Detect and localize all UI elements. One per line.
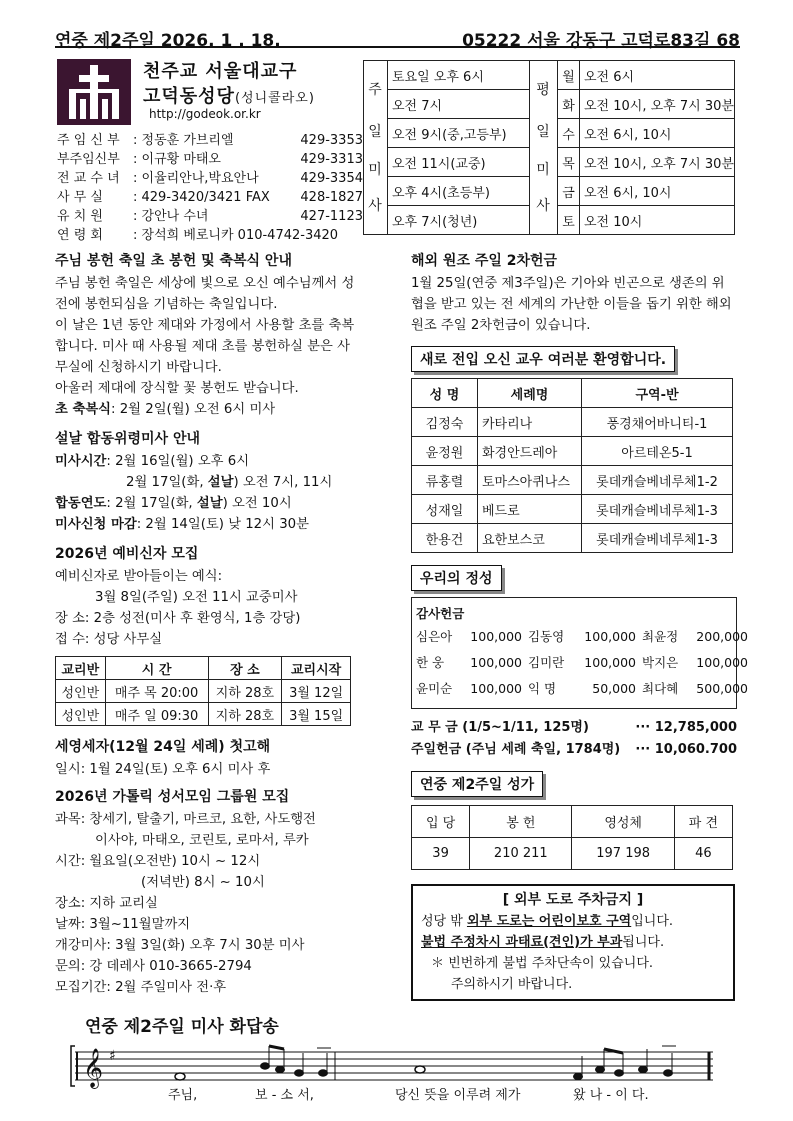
left-column (55, 250, 355, 998)
bless-value: : 2월 2일(월) 오전 6시 미사 (111, 402, 276, 417)
candle-text: 이 날은 1년 동안 제대와 가정에서 사용할 초를 축복합니다. 미사 때 사용될 제대 초를 봉헌하실 분은 사무실에 신청하시기 바랍니다. (55, 318, 355, 375)
staff-row (57, 131, 363, 150)
table-cell: 롯데캐슬베네루체1-3 (582, 495, 733, 524)
weekday-label-col (530, 61, 558, 234)
newyear-title: 설날 합동위령미사 안내 (55, 431, 200, 447)
time2-pre: 2월 17일(화, (126, 475, 208, 490)
donor-amount: 100,000 (470, 681, 522, 696)
donor-name: 최윤정 (642, 629, 679, 644)
table-cell: 39 (412, 838, 470, 870)
deadline-label: 미사신청 마감 (55, 517, 137, 532)
hymn-section (411, 771, 737, 797)
candle-title: 주님 봉헌 축일 초 봉헌 및 축복식 안내 (55, 253, 292, 269)
notice-text: 성당 밖 (421, 914, 467, 929)
staff-phone: 429-3353 (300, 133, 363, 148)
table-cell: 롯데캐슬베네루체1-2 (582, 466, 733, 495)
column-header: 입 당 (412, 806, 470, 838)
table-cell: 김정숙 (412, 408, 478, 437)
psalm-section (65, 1012, 735, 1107)
notice-title: [ 외부 도로 주차금지 ] (502, 892, 644, 908)
lyric-fragment: 당신 뜻을 이루려 제가 (395, 1088, 521, 1103)
memorial-label: 합동연도 (55, 496, 107, 511)
weekday-label-char: 사 (536, 198, 550, 214)
bible-time: (저녁반) 8시 ~ 10시 (141, 875, 265, 890)
table-row (412, 466, 733, 495)
newcomers-table (411, 378, 733, 553)
donor-name: 심은아 (416, 629, 453, 644)
catechumen-text: 예비신자로 받아들이는 예식: (55, 569, 223, 584)
parish-url[interactable]: http://godeok.or.kr (149, 107, 261, 121)
weekday-label-char: 미 (536, 162, 550, 178)
staff-row (57, 169, 363, 188)
catechumen-text: 3월 8일(주일) 오전 11시 교중미사 (95, 590, 298, 605)
diocese-name: 천주교 서울대교구 (143, 61, 298, 82)
column-header: 영성체 (572, 806, 674, 838)
deadline-value: : 2월 14일(토) 낮 12시 30분 (136, 517, 309, 532)
table-row (412, 838, 733, 870)
time2-post: ) 오전 7시, 11시 (233, 475, 333, 490)
bible-subjects: 과목: 창세기, 탈출기, 마르코, 요한, 사도행전 (55, 812, 316, 827)
donor-amount: 100,000 (470, 655, 522, 670)
donor-amount: 50,000 (592, 681, 636, 696)
table-row (56, 703, 351, 726)
sunday-label-char: 사 (368, 198, 382, 214)
staff-name: : 강안나 수녀 (133, 209, 209, 224)
staff-label: 사 무 실 (57, 190, 103, 205)
newyear-body (55, 451, 355, 535)
catechumen-place: 장 소: 2층 성전(미사 후 환영식, 1층 강당) (55, 611, 301, 626)
table-cell: 3월 15일 (282, 703, 351, 726)
table-cell: 토마스아퀴나스 (478, 466, 582, 495)
psalm-title: 연중 제2주일 미사 화답송 (85, 1017, 279, 1037)
column-header: 구역-반 (582, 379, 733, 408)
catechumen-apply: 접 수: 성당 사무실 (55, 632, 163, 647)
thanks-title: 감사헌금 (416, 606, 465, 621)
column-header: 장 소 (208, 657, 282, 680)
bible-dates: 날짜: 3월~11월말까지 (55, 917, 191, 932)
column-header: 교리반 (56, 657, 106, 680)
newyear-deadline (55, 514, 355, 535)
church-logo (57, 59, 131, 125)
newyear-time1 (55, 451, 355, 472)
notice-line1 (421, 911, 725, 932)
table-cell: 성재일 (412, 495, 478, 524)
church-logo-icon (57, 59, 131, 125)
table-cell: 성인반 (56, 680, 106, 703)
column-header: 봉 헌 (470, 806, 572, 838)
donor-amount: 100,000 (584, 655, 636, 670)
weekday-mass-time: 오전 10시 (584, 215, 643, 230)
staff-name: : 429-3420/3421 FAX (133, 190, 270, 205)
candle-text: 아울러 제대에 장식할 꽃 봉헌도 받습니다. (55, 381, 299, 396)
donor-amount: 100,000 (584, 629, 636, 644)
bible-period: 모집기간: 2월 주일미사 전·후 (55, 980, 227, 995)
table-header (56, 657, 351, 680)
donor-name: 윤미순 (416, 681, 453, 696)
sunday-label-char: 주 (368, 82, 382, 98)
donor-name: 김동영 (528, 629, 565, 644)
table-cell: 한용건 (412, 524, 478, 553)
notice-text: 주의하시기 바랍니다. (451, 977, 573, 992)
sunday-mass-time: 오후 4시(초등부) (388, 177, 529, 206)
staff-phone: 428-1827 (300, 190, 363, 205)
time2-bold: 설날 (207, 475, 234, 490)
weekday-label-char: 일 (536, 124, 550, 140)
memorial-bold: 설날 (196, 496, 223, 511)
lyric-fragment: 왔 나 - 이 다. (573, 1088, 649, 1103)
table-cell: 지하 28호 (208, 703, 282, 726)
notice-underline: 불법 주정차시 과태료(견인)가 부과 (421, 935, 623, 950)
staff-row (57, 188, 363, 207)
candle-text: 주님 봉헌 축일은 세상에 빛으로 오신 예수님께서 성전에 봉헌되심을 기념하는 축일입니다. (55, 276, 355, 312)
lyric-fragment: 주님, (168, 1088, 198, 1103)
weekday-mass-time: 오전 6시, 10시 (580, 119, 735, 148)
table-cell: 지하 28호 (208, 680, 282, 703)
column-header: 성 명 (412, 379, 478, 408)
staff-row (57, 207, 363, 226)
weekday-day: 화 (558, 90, 580, 119)
svg-text:♯: ♯ (109, 1048, 116, 1064)
hymn-table (411, 805, 733, 870)
donor-name: 최다혜 (642, 681, 679, 696)
sunday-offering-label: 주일헌금 (주님 세례 축일, 1784명) (411, 742, 621, 757)
bible-time: 시간: 월요일(오전반) 10시 ~ 12시 (55, 854, 261, 869)
staff-name: : 이율리안나,박요안나 (133, 171, 259, 186)
notice-underline: 외부 도로는 어린이보호 구역 (466, 914, 632, 929)
weekday-label-char: 평 (536, 82, 550, 98)
duty-label: 교 무 금 (1/5~1/11, 125명) (411, 720, 589, 735)
newyear-memorial (55, 493, 355, 514)
baptism-body: 일시: 1월 24일(토) 오후 6시 미사 후 (55, 762, 271, 777)
table-cell: 롯데캐슬베네루체1-3 (582, 524, 733, 553)
staff-label: 주 임 신 부 (57, 133, 120, 148)
staff-row (57, 150, 363, 169)
duty-value: ··· 12,785,000 (635, 720, 737, 735)
table-row (56, 680, 351, 703)
table-cell: 류홍렬 (412, 466, 478, 495)
weekday-mass-time: 오전 6시, 10시 (580, 177, 735, 206)
issue-date: 연중 제2주일 2026. 1 . 18. (55, 31, 281, 51)
sunday-mass-time: 오전 11시(교중) (388, 148, 529, 177)
newcomers-section (411, 346, 737, 372)
svg-text:𝄞: 𝄞 (83, 1048, 104, 1088)
duty-row (411, 717, 737, 739)
church-address: 05222 서울 강동구 고덕로83길 68 (462, 31, 740, 51)
offering-summary (411, 717, 737, 761)
donor-name: 김미란 (528, 655, 565, 670)
donor-amount: 500,000 (696, 681, 748, 696)
bible-subjects: 이사야, 마태오, 코린토, 로마서, 루카 (95, 833, 309, 848)
table-cell: 윤정원 (412, 437, 478, 466)
sunday-mass-time: 오전 9시(중,고등부) (388, 119, 529, 148)
staff-label: 부주임신부 (57, 152, 120, 167)
donor-name: 한 웅 (416, 655, 445, 670)
parking-notice (411, 884, 735, 1001)
sunday-label-char: 일 (368, 124, 382, 140)
donor-amount: 200,000 (696, 629, 748, 644)
baptism-title: 세영세자(12월 24일 세례) 첫고해 (55, 739, 271, 755)
sunday-times-col (388, 61, 530, 234)
weekday-day: 목 (558, 148, 580, 177)
sunday-label-char: 미 (368, 162, 382, 178)
weekday-day: 수 (558, 119, 580, 148)
church-header (55, 55, 363, 243)
table-cell: 매주 목 20:00 (105, 680, 208, 703)
weekday-mass-time: 오전 10시, 오후 7시 30분 (580, 90, 735, 119)
sunday-mass-time: 오전 7시 (388, 90, 529, 119)
bible-body (55, 809, 355, 998)
donor-name: 박지은 (642, 655, 679, 670)
parish-name-text: 고덕동성당 (143, 86, 235, 107)
newcomers-title: 새로 전입 오신 교우 여러분 환영합니다. (411, 346, 675, 372)
offering-title: 우리의 정성 (411, 565, 502, 591)
weekday-day: 월 (558, 61, 580, 90)
table-cell: 화경안드레아 (478, 437, 582, 466)
bible-opening: 개강미사: 3월 3일(화) 오후 7시 30분 미사 (55, 938, 305, 953)
sunday-mass-time: 오후 7시(청년) (392, 215, 478, 230)
table-cell: 베드로 (478, 495, 582, 524)
weekday-day: 금 (558, 177, 580, 206)
thanks-box (411, 597, 748, 709)
notice-text: 입니다. (631, 914, 674, 929)
sunday-offering-value: ··· 10,060.700 (635, 742, 737, 757)
weekday-mass-time: 오전 6시 (580, 61, 735, 90)
sunday-offering-row (411, 739, 737, 761)
candle-bless (55, 399, 355, 420)
staff-name: : 장석희 베로니카 010-4742-3420 (133, 228, 339, 243)
table-cell: 요한보스코 (478, 524, 582, 553)
notice-text: 됩니다. (622, 935, 665, 950)
staff-label: 유 치 원 (57, 209, 103, 224)
table-row (412, 437, 733, 466)
table-cell: 매주 일 09:30 (105, 703, 208, 726)
catechumen-title: 2026년 예비신자 모집 (55, 546, 199, 562)
weekday-mass-time: 오전 10시, 오후 7시 30분 (580, 148, 735, 177)
donor-amount: 100,000 (696, 655, 748, 670)
bible-place: 장소: 지하 교리실 (55, 896, 158, 911)
overseas-body: 1월 25일(연중 제3주일)은 기아와 빈곤으로 생존의 위협을 받고 있는 전 세계의 가난한 이들을 돕기 위한 해외 원조 주일 2차헌금이 있습니다. (411, 276, 732, 333)
catechumen-body (55, 566, 355, 650)
staff-name: : 정동훈 가브리엘 (133, 133, 234, 148)
table-cell: 풍경채어바니티-1 (582, 408, 733, 437)
sunday-label-col (364, 61, 388, 234)
table-row (412, 495, 733, 524)
time-label: 미사시간 (55, 454, 107, 469)
column-header: 시 간 (105, 657, 208, 680)
staff-label: 연 령 회 (57, 228, 103, 243)
top-bar (55, 22, 740, 51)
table-cell: 3월 12일 (282, 680, 351, 703)
newyear-time2 (55, 472, 355, 493)
parish-name (143, 82, 315, 108)
bible-title: 2026년 가톨릭 성서모임 그룹원 모집 (55, 789, 290, 805)
sunday-mass-time: 토요일 오후 6시 (388, 61, 529, 90)
table-header (412, 379, 733, 408)
notice-text: ＊ 빈번하게 불법 주차단속이 있습니다. (431, 956, 654, 971)
parish-patron: (성니콜라오) (234, 91, 315, 106)
table-cell: 46 (674, 838, 732, 870)
thanks-grid (416, 624, 748, 702)
catechumen-table (55, 656, 351, 726)
lyric-fragment: 보 - 소 서, (255, 1088, 314, 1103)
donor-name: 익 명 (528, 681, 557, 696)
staff-label: 전 교 수 녀 (57, 171, 120, 186)
staff-phone: 429-3354 (300, 171, 363, 186)
staff-phone: 427-1123 (300, 209, 363, 224)
table-row (412, 408, 733, 437)
donor-amount: 100,000 (470, 629, 522, 644)
table-header (412, 806, 733, 838)
column-header: 세례명 (478, 379, 582, 408)
notice-line2 (421, 932, 725, 953)
overseas-title: 해외 원조 주일 2차헌금 (411, 253, 558, 269)
candle-body (55, 273, 355, 420)
memorial-pre: : 2월 17일(화, (106, 496, 197, 511)
right-column (411, 250, 748, 1001)
mass-schedule (363, 60, 735, 235)
time-value: : 2월 16일(월) 오후 6시 (106, 454, 250, 469)
column-header: 파 견 (674, 806, 732, 838)
memorial-post: ) 오전 10시 (222, 496, 292, 511)
table-cell: 210 211 (470, 838, 572, 870)
offering-section (411, 565, 737, 591)
bible-contact: 문의: 강 데레사 010-3665-2794 (55, 959, 252, 974)
column-header: 교리시작 (282, 657, 351, 680)
staff-phone: 429-3313 (300, 152, 363, 167)
table-row (412, 524, 733, 553)
staff-name: : 이규황 마태오 (133, 152, 221, 167)
staff-list (57, 131, 363, 245)
weekday-day: 토 (558, 206, 580, 235)
hymn-title: 연중 제2주일 성가 (411, 771, 543, 797)
table-cell: 197 198 (572, 838, 674, 870)
staff-row (57, 226, 363, 245)
table-cell: 아르테온5-1 (582, 437, 733, 466)
bless-label: 초 축복식 (55, 402, 112, 417)
table-cell: 성인반 (56, 703, 106, 726)
table-cell: 카타리나 (478, 408, 582, 437)
